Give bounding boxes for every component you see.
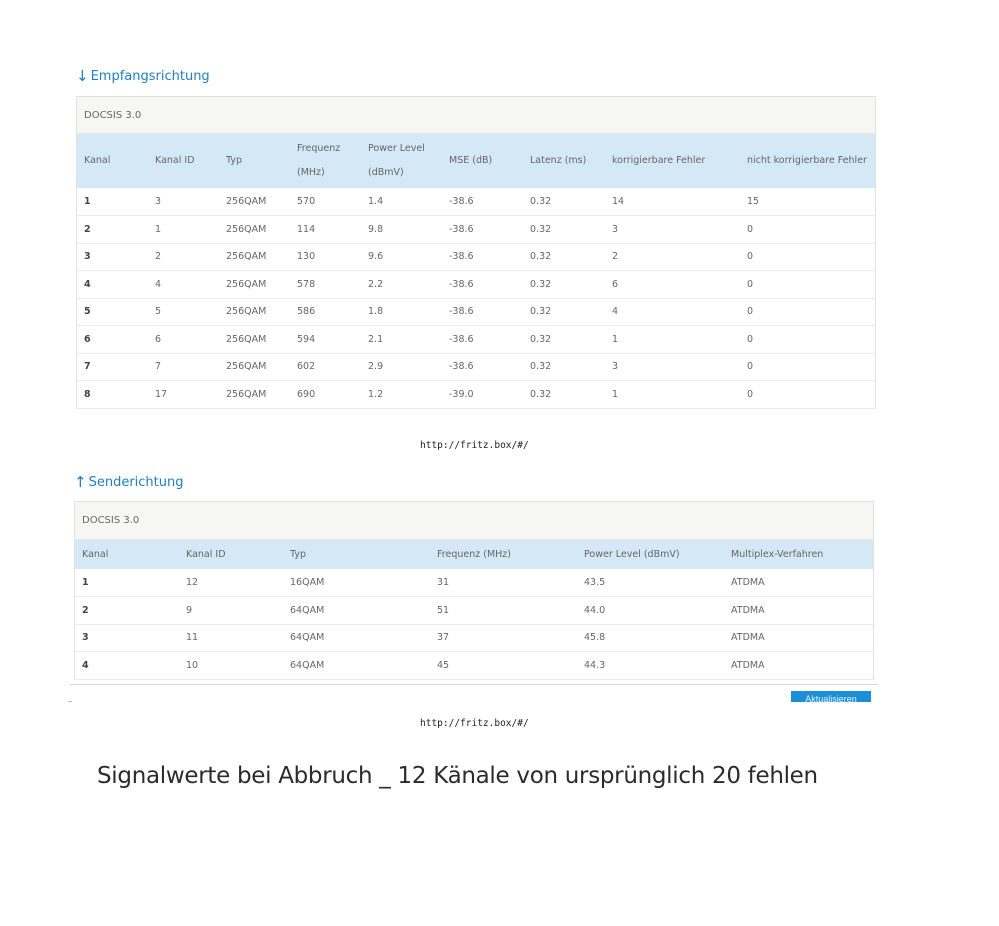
table-row bbox=[77, 216, 875, 244]
table-cell: 114 bbox=[290, 216, 361, 244]
table-cell: -38.6 bbox=[442, 353, 523, 381]
table-cell: 1 bbox=[605, 326, 740, 354]
table-cell: 0 bbox=[740, 381, 875, 409]
table-cell: 11 bbox=[179, 624, 283, 652]
table-cell: 45.8 bbox=[577, 624, 724, 652]
table-cell: 7 bbox=[148, 353, 219, 381]
table-cell: 2 bbox=[605, 243, 740, 271]
table-cell: 51 bbox=[430, 597, 577, 625]
table-cell: 43.5 bbox=[577, 569, 724, 597]
arrow-down-icon: ↓ bbox=[76, 67, 89, 85]
table-row bbox=[77, 353, 875, 381]
table-cell: 9 bbox=[179, 597, 283, 625]
table-cell: 2.2 bbox=[361, 271, 442, 299]
table-cell: 0 bbox=[740, 298, 875, 326]
table-cell: 9.8 bbox=[361, 216, 442, 244]
col-frequenz-line2: (MHz) bbox=[297, 167, 325, 178]
table-cell: 14 bbox=[605, 188, 740, 216]
table-cell: 31 bbox=[430, 569, 577, 597]
table-row bbox=[77, 271, 875, 299]
table-cell: -38.6 bbox=[442, 216, 523, 244]
up-col-multiplex: Multiplex-Verfahren bbox=[731, 548, 824, 560]
col-power-line2: (dBmV) bbox=[368, 167, 404, 178]
table-cell: 7 bbox=[77, 353, 148, 381]
table-cell: 256QAM bbox=[219, 243, 290, 271]
table-cell: 0 bbox=[740, 216, 875, 244]
col-nicht-korrigierbare: nicht korrigierbare Fehler bbox=[747, 155, 867, 166]
table-cell: 0 bbox=[740, 243, 875, 271]
table-cell: 0.32 bbox=[523, 353, 605, 381]
table-cell: 256QAM bbox=[219, 188, 290, 216]
table-cell: 1.8 bbox=[361, 298, 442, 326]
upstream-title-label: Senderichtung bbox=[88, 474, 184, 490]
table-cell: ATDMA bbox=[724, 652, 873, 680]
upstream-title bbox=[74, 473, 184, 491]
table-cell: 6 bbox=[605, 271, 740, 299]
table-cell: -38.6 bbox=[442, 326, 523, 354]
table-cell: 3 bbox=[148, 188, 219, 216]
table-cell: 4 bbox=[75, 652, 179, 680]
table-cell: ATDMA bbox=[724, 624, 873, 652]
table-cell: -38.6 bbox=[442, 243, 523, 271]
table-cell: 5 bbox=[77, 298, 148, 326]
col-korrigierbare: korrigierbare Fehler bbox=[612, 155, 706, 166]
table-cell: 1 bbox=[605, 381, 740, 409]
table-cell: 4 bbox=[77, 271, 148, 299]
table-cell: 570 bbox=[290, 188, 361, 216]
table-row bbox=[77, 188, 875, 216]
col-kanal: Kanal bbox=[84, 155, 111, 166]
table-cell: -38.6 bbox=[442, 271, 523, 299]
table-cell: 16QAM bbox=[283, 569, 430, 597]
divider bbox=[70, 684, 878, 685]
table-cell: 64QAM bbox=[283, 652, 430, 680]
up-col-frequenz: Frequenz (MHz) bbox=[437, 548, 511, 560]
table-cell: 12 bbox=[179, 569, 283, 597]
table-cell: -38.6 bbox=[442, 188, 523, 216]
table-cell: ATDMA bbox=[724, 597, 873, 625]
col-power-line1: Power Level bbox=[368, 143, 425, 154]
downstream-title-label: Empfangsrichtung bbox=[90, 68, 210, 84]
downstream-docsis-label: DOCSIS 3.0 bbox=[77, 97, 875, 134]
up-col-kanal: Kanal bbox=[82, 548, 109, 560]
table-cell: 1.4 bbox=[361, 188, 442, 216]
table-cell: 64QAM bbox=[283, 597, 430, 625]
table-cell: 17 bbox=[148, 381, 219, 409]
table-row bbox=[77, 381, 875, 409]
upstream-panel bbox=[74, 501, 874, 680]
table-cell: 15 bbox=[740, 188, 875, 216]
table-cell: 0 bbox=[740, 353, 875, 381]
table-cell: 5 bbox=[148, 298, 219, 326]
table-cell: 2 bbox=[75, 597, 179, 625]
table-cell: 6 bbox=[148, 326, 219, 354]
table-cell: 2 bbox=[77, 216, 148, 244]
table-row bbox=[77, 326, 875, 354]
table-cell: 256QAM bbox=[219, 381, 290, 409]
table-cell: 0.32 bbox=[523, 381, 605, 409]
table-cell: 0 bbox=[740, 271, 875, 299]
table-cell: -39.0 bbox=[442, 381, 523, 409]
table-cell: 3 bbox=[75, 624, 179, 652]
table-cell: 0.32 bbox=[523, 271, 605, 299]
table-cell: 0.32 bbox=[523, 188, 605, 216]
table-cell: 4 bbox=[605, 298, 740, 326]
table-cell: 64QAM bbox=[283, 624, 430, 652]
table-cell: 2 bbox=[148, 243, 219, 271]
table-cell: ATDMA bbox=[724, 569, 873, 597]
table-cell: 10 bbox=[179, 652, 283, 680]
up-col-kanal-id: Kanal ID bbox=[186, 548, 226, 560]
arrow-up-icon: ↑ bbox=[74, 473, 87, 491]
table-cell: 3 bbox=[605, 353, 740, 381]
table-cell: 602 bbox=[290, 353, 361, 381]
refresh-button[interactable]: Aktualisieren bbox=[791, 691, 871, 702]
downstream-table bbox=[77, 134, 875, 409]
table-cell: 0.32 bbox=[523, 243, 605, 271]
col-latenz: Latenz (ms) bbox=[530, 155, 587, 166]
downstream-header-row bbox=[77, 134, 875, 188]
table-cell: 1 bbox=[77, 188, 148, 216]
table-cell: 44.3 bbox=[577, 652, 724, 680]
table-row bbox=[77, 298, 875, 326]
table-row bbox=[75, 597, 873, 625]
url-label-2: http://fritz.box/#/ bbox=[420, 718, 529, 729]
table-cell: 0 bbox=[740, 326, 875, 354]
table-cell: 256QAM bbox=[219, 353, 290, 381]
table-cell: 578 bbox=[290, 271, 361, 299]
table-cell: 256QAM bbox=[219, 216, 290, 244]
table-cell: 1 bbox=[75, 569, 179, 597]
col-frequenz-line1: Frequenz bbox=[297, 143, 341, 154]
table-cell: 256QAM bbox=[219, 326, 290, 354]
upstream-table bbox=[75, 540, 873, 680]
table-cell: 586 bbox=[290, 298, 361, 326]
table-cell: 1.2 bbox=[361, 381, 442, 409]
divider-dot bbox=[68, 701, 72, 702]
table-cell: 0.32 bbox=[523, 326, 605, 354]
upstream-header-row bbox=[75, 540, 873, 569]
table-cell: 1 bbox=[148, 216, 219, 244]
table-cell: 690 bbox=[290, 381, 361, 409]
downstream-panel bbox=[76, 96, 876, 409]
table-cell: 6 bbox=[77, 326, 148, 354]
table-row bbox=[75, 624, 873, 652]
up-col-typ: Typ bbox=[290, 548, 306, 560]
table-cell: 594 bbox=[290, 326, 361, 354]
table-cell: 0.32 bbox=[523, 216, 605, 244]
table-cell: -38.6 bbox=[442, 298, 523, 326]
table-cell: 3 bbox=[77, 243, 148, 271]
caption-text: Signalwerte bei Abbruch _ 12 Känale von ursprünglich 20 fehlen bbox=[97, 763, 818, 789]
col-kanal-id: Kanal ID bbox=[155, 155, 195, 166]
url-label-1: http://fritz.box/#/ bbox=[420, 440, 529, 451]
table-cell: 3 bbox=[605, 216, 740, 244]
table-cell: 256QAM bbox=[219, 298, 290, 326]
col-typ: Typ bbox=[226, 155, 242, 166]
table-cell: 2.9 bbox=[361, 353, 442, 381]
table-cell: 4 bbox=[148, 271, 219, 299]
table-row bbox=[75, 569, 873, 597]
table-cell: 2.1 bbox=[361, 326, 442, 354]
table-cell: 256QAM bbox=[219, 271, 290, 299]
table-cell: 37 bbox=[430, 624, 577, 652]
upstream-docsis-label: DOCSIS 3.0 bbox=[75, 502, 873, 540]
downstream-title bbox=[76, 67, 210, 85]
table-cell: 0.32 bbox=[523, 298, 605, 326]
col-power-level bbox=[361, 134, 442, 188]
table-cell: 44.0 bbox=[577, 597, 724, 625]
table-cell: 9.6 bbox=[361, 243, 442, 271]
table-row bbox=[77, 243, 875, 271]
table-cell: 45 bbox=[430, 652, 577, 680]
col-mse: MSE (dB) bbox=[449, 155, 493, 166]
up-col-power-level: Power Level (dBmV) bbox=[584, 548, 680, 560]
table-row bbox=[75, 652, 873, 680]
table-cell: 8 bbox=[77, 381, 148, 409]
col-frequenz bbox=[290, 134, 361, 188]
table-cell: 130 bbox=[290, 243, 361, 271]
